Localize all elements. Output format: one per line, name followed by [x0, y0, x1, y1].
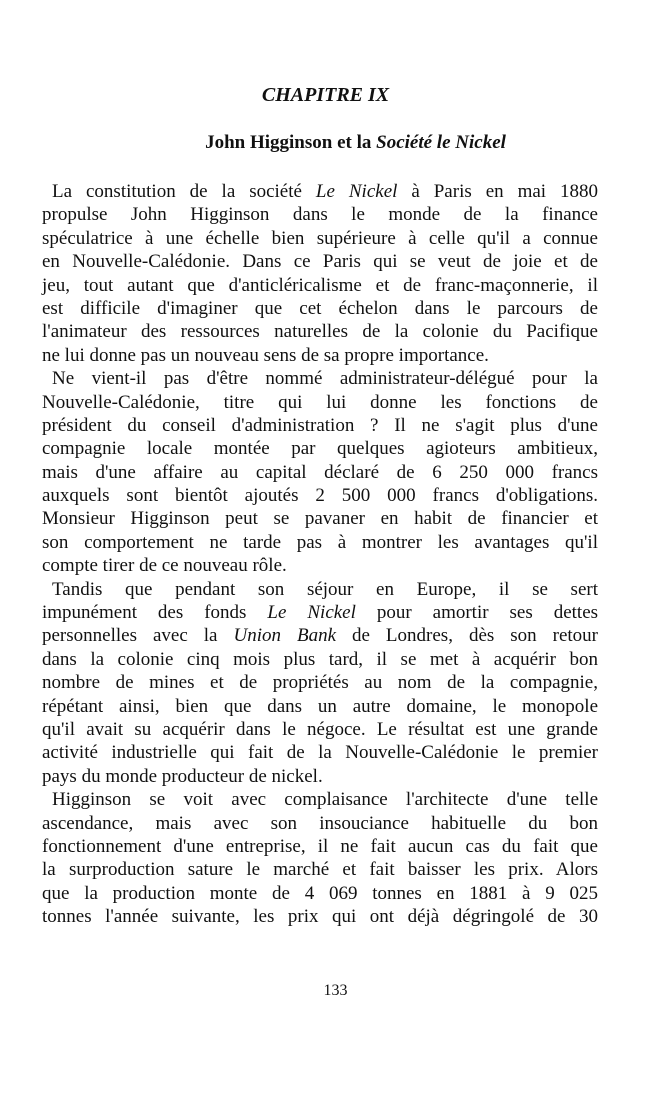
- text-line: [42, 858, 598, 881]
- text-line: [42, 765, 598, 788]
- text-segment: compte tirer de ce nouveau rôle.: [42, 555, 287, 577]
- text-segment: mais d'une affaire au capital déclaré de 6 250 000 francs: [42, 461, 598, 483]
- text-line: [42, 578, 598, 601]
- text-segment: à Paris en mai 1880: [397, 181, 599, 202]
- text-segment: impunément des fonds: [42, 602, 268, 624]
- text-segment: La constitution de la société: [52, 181, 316, 202]
- text-segment: spéculatrice à une échelle bien supérieure à celle qu'il a connue: [42, 227, 598, 249]
- text-segment: activité industrielle qui fait de la Nouvelle-Calédonie le premier: [42, 742, 598, 764]
- text-line: [42, 695, 598, 718]
- text-line: [42, 297, 598, 320]
- text-line: [42, 414, 598, 437]
- text-segment: ascendance, mais avec son insouciance habituelle du bon: [42, 812, 598, 834]
- text-segment: Nouvelle-Calédonie, titre qui lui donne les fonctions de: [42, 391, 598, 413]
- text-line: [42, 344, 598, 367]
- text-line: [42, 718, 598, 741]
- text-line: [42, 203, 598, 226]
- text-line: [42, 601, 598, 624]
- text-segment: jeu, tout autant que d'anticléricalisme et de franc-maçonnerie, il: [42, 274, 598, 296]
- text-segment: président du conseil d'administration ? Il ne s'agit plus d'une: [42, 414, 598, 436]
- text-line: [42, 671, 598, 694]
- text-line: [42, 788, 598, 811]
- text-segment: en Nouvelle-Calédonie. Dans ce Paris qui se veut de joie et de: [42, 251, 598, 273]
- text-segment: pays du monde producteur de nickel.: [42, 765, 323, 787]
- text-line: [42, 835, 598, 858]
- text-line: [42, 554, 598, 577]
- italic-text: Union Bank: [233, 625, 337, 647]
- text-line: [42, 320, 598, 343]
- text-segment: dans la colonie cinq mois plus tard, il se met à acquérir bon: [42, 648, 598, 670]
- text-segment: qu'il avait su acquérir dans le négoce. Le résultat est une grande: [42, 718, 598, 740]
- text-line: [42, 274, 598, 297]
- text-segment: pour amortir ses dettes: [355, 602, 599, 624]
- subtitle-italic: Société le Nickel: [376, 132, 506, 153]
- text-line: [42, 624, 598, 647]
- text-segment: tonnes l'année suivante, les prix qui ont déjà dégringolé de 30: [42, 906, 598, 928]
- italic-text: Le Nickel: [267, 602, 356, 624]
- chapter-title: CHAPITRE IX: [261, 84, 390, 106]
- text-segment: que la production monte de 4 069 tonnes en 1881 à 9 025: [42, 882, 598, 904]
- text-segment: compagnie locale montée par quelques agioteurs ambitieux,: [42, 438, 598, 460]
- text-segment: Ne vient-il pas d'être nommé administrateur-délégué pour la: [52, 368, 598, 390]
- text-line: [42, 741, 598, 764]
- chapter-subtitle: [30, 132, 651, 154]
- page-number: 133: [323, 982, 348, 999]
- text-segment: Monsieur Higginson peut se pavaner en habit de financier et: [42, 508, 598, 530]
- text-line: [42, 391, 598, 414]
- text-line: [42, 531, 598, 554]
- subtitle-text: John Higginson et la: [205, 132, 377, 153]
- text-segment: répétant ainsi, bien que dans un autre domaine, le monopole: [42, 695, 598, 717]
- text-line: [42, 367, 598, 390]
- text-segment: son comportement ne tarde pas à montrer les avantages qu'il: [42, 531, 598, 553]
- italic-text: Le Nickel: [315, 181, 398, 202]
- text-line: [42, 905, 598, 928]
- text-line: [42, 461, 598, 484]
- text-segment: est difficile d'imaginer que cet échelon dans le parcours de: [42, 297, 598, 319]
- text-segment: ne lui donne pas un nouveau sens de sa propre importance.: [42, 344, 489, 366]
- text-line: [42, 648, 598, 671]
- text-line: [42, 437, 598, 460]
- text-segment: fonctionnement d'une entreprise, il ne fait aucun cas du fait que: [42, 835, 598, 857]
- text-line: [42, 812, 598, 835]
- text-line: [42, 180, 598, 203]
- text-segment: l'animateur des ressources naturelles de la colonie du Pacifique: [42, 321, 598, 343]
- text-segment: la surproduction sature le marché et fait baisser les prix. Alors: [42, 859, 598, 881]
- text-segment: nombre de mines et de propriétés au nom de la compagnie,: [42, 672, 598, 694]
- text-segment: Higginson se voit avec complaisance l'architecte d'une telle: [52, 789, 598, 811]
- text-segment: propulse John Higginson dans le monde de la finance: [42, 204, 598, 226]
- text-line: [42, 484, 598, 507]
- text-line: [42, 507, 598, 530]
- text-line: [42, 250, 598, 273]
- text-segment: personnelles avec la: [42, 625, 234, 647]
- text-line: [42, 227, 598, 250]
- text-segment: de Londres, dès son retour: [336, 625, 599, 647]
- text-segment: auxquels sont bientôt ajoutés 2 500 000 francs d'obligations.: [42, 485, 598, 507]
- body-text: [42, 180, 598, 929]
- text-line: [42, 882, 598, 905]
- text-segment: Tandis que pendant son séjour en Europe, il se sert: [52, 578, 598, 600]
